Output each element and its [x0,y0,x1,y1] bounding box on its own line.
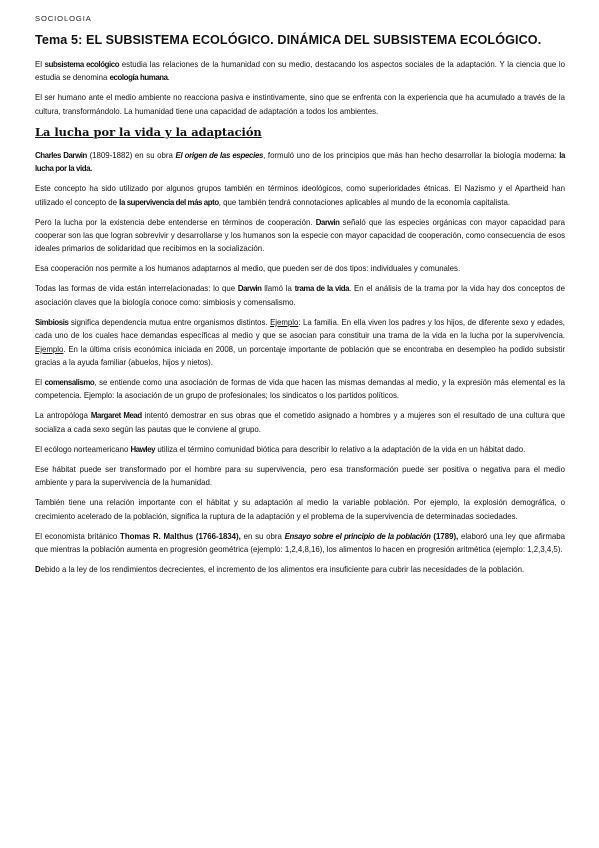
text: Todas las formas de vida están interrelacionadas: lo que [35,284,238,294]
text: llamó la [261,284,295,294]
text: ebido a la ley de los rendimientos decrecientes, el incremento de los alimentos era insuficiente para cubrir las necesidades de la población. [40,565,525,575]
text: El ecólogo norteamericano [35,444,131,454]
text: señaló que las especies orgánicas con mayor capacidad para cooperar son las que logran sobrevivir y desarrollarse y los humanos son la especie con mayor capacidad de cooperación, como consecuencia de esos ideales primarios de solidaridad que recibimos en la socialización. [35,217,565,254]
paragraph-15 [35,563,565,576]
text: La antropóloga [35,411,91,421]
highlight-term: Darwin [237,284,262,294]
paragraph-9 [35,376,565,403]
example-label: Ejemplo [35,344,64,354]
book-title: El origen de las especies [175,150,264,160]
paragraph-4 [35,182,565,209]
dropcap-letter: D [35,565,41,575]
text: utiliza el término comunidad biótica para describir lo relativo a la adaptación de la vida en un hábitat dado. [155,444,526,454]
paragraph-8 [35,316,565,370]
text: El economista británico [35,531,121,541]
text: Este concepto ha sido utilizado por algunos grupos también en términos ideológicos, como superioridades étnicas. El Nazismo y el Apartheid han utilizado el concepto de [35,184,565,207]
highlight-term: trama de la vida [294,284,350,294]
document-page [35,14,565,583]
text: : La familia. En ella viven los padres y los hijos, de diferente sexo y edades, cada uno de los cuales hace demandas específicas al medio y que se asocian para constituir una trama de la vida en la lucha por la supervivencia. [35,317,565,341]
highlight-term: Darwin [315,217,340,227]
text: , se entiende como una asociación de formas de vida que hacen las mismas demandas al medio, y la expresión más elemental es la competencia. Ejemplo: la asociación de un grupo de profesionales; los sindicatos o los partidos políticos. [35,378,566,401]
section-heading: La lucha por la vida y la adaptación [35,124,262,139]
text: , formuló uno de los principios que más han hecho desarrollar la biología moderna: [263,150,560,160]
highlight-term: la supervivencia del más apto [119,197,219,207]
highlight-term: Hawley [130,444,156,454]
paragraph-2: El ser humano ante el medio ambiente no reacciona pasiva e instintivamente, sino que se enfrenta con la experiencia que ha acumulado a través de la cultura, transformándolo. La humanidad tiene una capacidad de adaptación a todos los ambientes. [35,93,565,116]
highlight-term: comensalismo [44,378,95,388]
book-title: Ensayo sobre el principio de la población [284,531,431,541]
paragraph-14 [35,530,565,557]
paragraph-13: También tiene una relación importante con el hábitat y su adaptación al medio la variable población. Por ejemplo, la explosión demográfica, o crecimiento acelerado de la población, significa la ruptura de la adaptación y el problema de la supervivencia de determinadas sociedades. [35,498,565,521]
highlight-term: Charles Darwin [35,150,87,160]
highlight-term: Margaret Mead [90,411,142,421]
paragraph-11 [35,443,565,456]
text: (1809-1882) en su obra [86,150,176,160]
highlight-term: ecología humana [109,73,168,83]
paragraph-5 [35,216,565,256]
highlight-term: Simbiosis [35,317,69,327]
text: elaboró una ley que afirmaba que mientras la población aumenta en progresión geométrica (ejemplo: 1,2,4,8,16), los alimentos lo hacen en progresión aritmética (ejemplo: 1,2,3,4,5). [35,531,565,555]
text: Pero la lucha por la existencia debe entenderse en términos de cooperación. [35,217,316,227]
text: . En el análisis de la trama por la vida hay dos conceptos de asociación claves que la biología conoce como: simbiosis y comensalismo. [35,284,565,307]
text: significa dependencia mutua entre organismos distintos. [68,317,271,327]
text: . En la última crisis económica iniciada en 2008, un porcentaje importante de población que se encontraba en desempleo ha podido subsistir gracias a la ayuda familiar (abuelos, hijos y nietos). [35,344,565,368]
paragraph-12: Ese hábitat puede ser transformado por el hombre para su supervivencia, pero esa transformación puede ser positiva o negativa para el medio ambiente y para la supervivencia de la humanidad. [35,464,565,488]
text: en su obra [240,531,285,541]
paragraph-1 [35,58,565,85]
page-title: Tema 5: EL SUBSISTEMA ECOLÓGICO. DINÁMICA DEL SUBSISTEMA ECOLÓGICO. [35,33,542,47]
paragraph-3 [35,149,565,176]
text: . [167,73,170,83]
paragraph-7 [35,282,565,309]
page-header: SOCIOLOGIA [35,14,92,23]
highlight-term: (1789), [430,531,459,541]
text: El [35,60,45,69]
example-label: Ejemplo [270,317,299,327]
highlight-term: la lucha por la vida. [35,150,565,174]
text: estudia las relaciones de la humanidad con su medio, destacando los aspectos sociales de la adaptación. Y la ciencia que lo estudia se denomina [35,60,566,83]
highlight-term: subsistema ecológico [44,60,120,69]
paragraph-6: Esa cooperación nos permite a los humanos adaptarnos al medio, que pueden ser de dos tipos: individuales y comunales. [35,264,461,274]
paragraph-10 [35,409,565,436]
highlight-term: Thomas R. Malthus (1766-1834), [120,531,241,541]
text: intentó demostrar en sus obras que el cometido asignado a hombres y a mujeres son el resultado de una cultura que socializa a cada sexo según las pautas que le conviene al grupo. [35,411,565,434]
text: El [35,378,45,388]
text: , que también tendrá connotaciones aplicables al mundo de la economía capitalista. [218,197,511,207]
